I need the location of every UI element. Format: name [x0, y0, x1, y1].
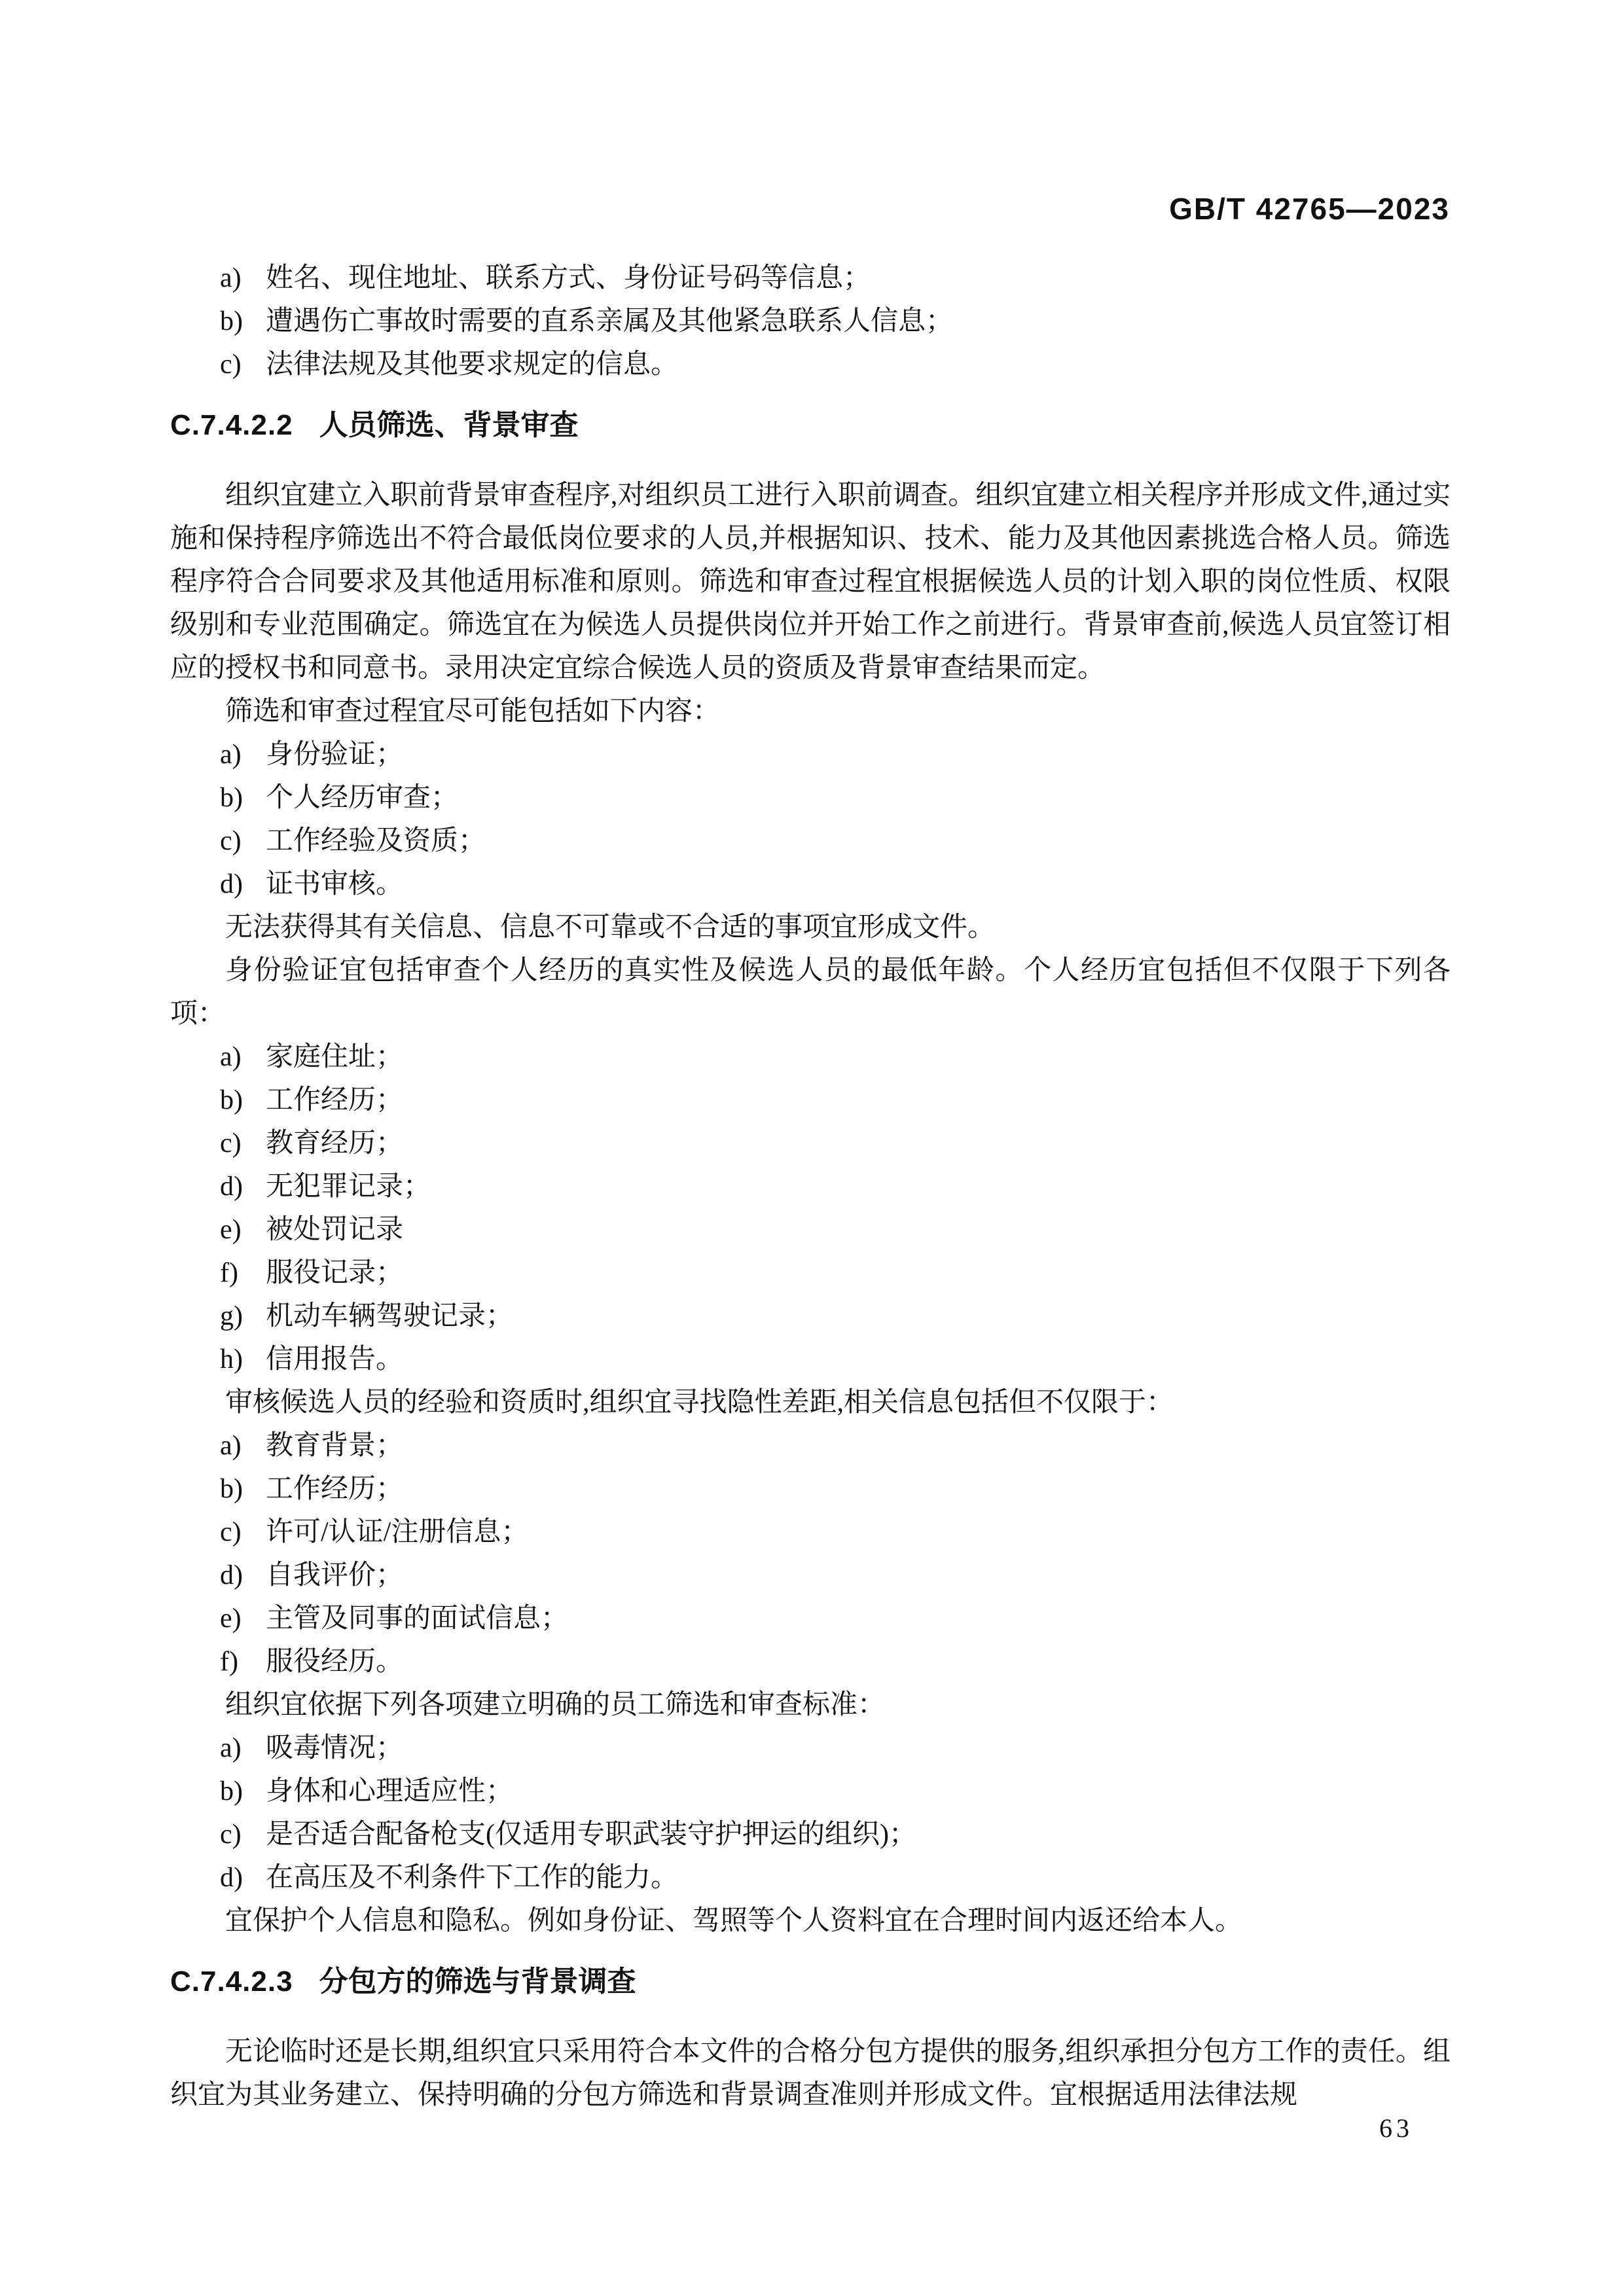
- list-item-text: 在高压及不利条件下工作的能力。: [266, 1863, 679, 1893]
- section-title: 分包方的筛选与背景调查: [319, 1965, 636, 1998]
- list-item-label: c): [220, 826, 242, 856]
- paragraph: 组织宜建立入职前背景审查程序,对组织员工进行入职前调查。组织宜建立相关程序并形成文件,通过实施和保持程序筛选出不符合最低岗位要求的人员,并根据知识、技术、能力及其他因素挑选合格人员。筛选程序符合合同要求及其他适用标准和原则。筛选和审查过程宜根据候选人员的计划入职的岗位性质、权限级别和专业范围确定。筛选宜在为候选人员提供岗位并开始工作之前进行。背景审查前,候选人员宜签订相应的授权书和同意书。录用决定宜综合候选人员的资质及背景审查结果而定。: [170, 480, 1451, 683]
- list-item-label: b): [220, 1474, 243, 1504]
- list-item-label: b): [220, 306, 243, 336]
- list-item-text: 姓名、现住地址、联系方式、身份证号码等信息；: [266, 263, 871, 293]
- paragraph: 身份验证宜包括审查个人经历的真实性及候选人员的最低年龄。个人经历宜包括但不仅限于下列各项：: [170, 956, 1451, 1029]
- section-title: 人员筛选、背景审查: [319, 409, 579, 441]
- standard-code: GB/T 42765—2023: [1169, 192, 1450, 226]
- list-item-text: 是否适合配备枪支(仅适用专职武装守护押运的组织)；: [266, 1820, 916, 1850]
- list-item: [170, 300, 1451, 343]
- list-item: [170, 1597, 1451, 1640]
- list-item: [170, 1208, 1451, 1251]
- paragraph: 宜保护个人信息和隐私。例如身份证、驾照等个人资料宜在合理时间内返还给本人。: [225, 1906, 1243, 1936]
- list-item-text: 工作经验及资质；: [266, 826, 486, 856]
- list-item-text: 家庭住址；: [266, 1042, 404, 1072]
- list-item-text: 机动车辆驾驶记录；: [266, 1301, 514, 1331]
- list-item-text: 被处罚记录: [266, 1215, 404, 1245]
- list-item: [170, 1338, 1451, 1381]
- list-item-text: 证书审核。: [266, 869, 404, 899]
- list-item-label: a): [220, 1431, 242, 1461]
- list-item-text: 法律法规及其他要求规定的信息。: [266, 350, 679, 380]
- list-item-label: c): [220, 350, 242, 380]
- list-item-label: g): [220, 1301, 243, 1331]
- list-item-text: 遭遇伤亡事故时需要的直系亲属及其他紧急联系人信息；: [266, 306, 954, 336]
- list-item-text: 教育经历；: [266, 1128, 404, 1158]
- list-item: [170, 1856, 1451, 1899]
- list-item-text: 信用报告。: [266, 1344, 404, 1374]
- list-item-label: c): [220, 1128, 242, 1158]
- list-item: [170, 343, 1451, 386]
- list-item: [170, 1122, 1451, 1165]
- list-item-text: 身份验证；: [266, 740, 404, 770]
- list-item-text: 无犯罪记录；: [266, 1172, 431, 1202]
- list-item: [170, 1251, 1451, 1295]
- list-item-label: d): [220, 869, 243, 899]
- list-item: [170, 733, 1451, 776]
- list-item: [170, 1165, 1451, 1208]
- list-item-label: f): [220, 1258, 238, 1288]
- list-item-label: e): [220, 1604, 242, 1634]
- list-item-text: 许可/认证/注册信息；: [266, 1517, 529, 1547]
- list-item-text: 自我评价；: [266, 1560, 404, 1590]
- list-item: [170, 1770, 1451, 1813]
- list-item-text: 身体和心理适应性；: [266, 1776, 514, 1806]
- list-item-label: f): [220, 1647, 238, 1677]
- section-number: C.7.4.2.3: [170, 1965, 293, 1998]
- list-item-text: 服役经历。: [266, 1647, 404, 1677]
- paragraph: 无论临时还是长期,组织宜只采用符合本文件的合格分包方提供的服务,组织承担分包方工作的责任。组织宜为其业务建立、保持明确的分包方筛选和背景调查准则并形成文件。宜根据适用法律法规: [170, 2037, 1451, 2110]
- list-item: [170, 776, 1451, 819]
- list-item: [170, 1467, 1451, 1511]
- document-content: [170, 257, 1451, 2117]
- list-item-label: b): [220, 783, 243, 813]
- list-item: [170, 1079, 1451, 1122]
- list-item-label: a): [220, 1042, 242, 1072]
- list-item-label: e): [220, 1215, 242, 1245]
- list-item-label: c): [220, 1517, 242, 1547]
- list-item: [170, 257, 1451, 300]
- list-item-label: a): [220, 740, 242, 770]
- page-number: 63: [1379, 2113, 1413, 2143]
- section-heading: [170, 408, 1451, 442]
- list-item-label: b): [220, 1085, 243, 1115]
- paragraph: 审核候选人员的经验和资质时,组织宜寻找隐性差距,相关信息包括但不仅限于：: [225, 1388, 1174, 1418]
- list-item-label: d): [220, 1172, 243, 1202]
- section-number: C.7.4.2.2: [170, 409, 293, 441]
- list-item: [170, 1295, 1451, 1338]
- list-item-label: a): [220, 263, 242, 293]
- list-item-text: 工作经历；: [266, 1474, 404, 1504]
- list-item-text: 个人经历审查；: [266, 783, 459, 813]
- list-item-label: d): [220, 1560, 243, 1590]
- list-item-text: 教育背景；: [266, 1431, 404, 1461]
- paragraph: 组织宜依据下列各项建立明确的员工筛选和审查标准：: [225, 1690, 886, 1720]
- list-item: [170, 1727, 1451, 1770]
- paragraph: 无法获得其有关信息、信息不可靠或不合适的事项宜形成文件。: [225, 912, 996, 942]
- list-item-text: 工作经历；: [266, 1085, 404, 1115]
- list-item-text: 服役记录；: [266, 1258, 404, 1288]
- list-item: [170, 1640, 1451, 1683]
- list-item-label: a): [220, 1733, 242, 1763]
- list-item: [170, 1424, 1451, 1467]
- list-item-label: b): [220, 1776, 243, 1806]
- paragraph: 筛选和审查过程宜尽可能包括如下内容：: [225, 696, 721, 726]
- list-item: [170, 819, 1451, 863]
- section-heading: [170, 1965, 1451, 1999]
- list-item: [170, 1554, 1451, 1597]
- list-item: [170, 863, 1451, 906]
- list-item-label: d): [220, 1863, 243, 1893]
- list-item: [170, 1511, 1451, 1554]
- list-item-text: 吸毒情况；: [266, 1733, 404, 1763]
- list-item-label: c): [220, 1820, 242, 1850]
- list-item-label: h): [220, 1344, 243, 1374]
- list-item: [170, 1035, 1451, 1079]
- list-item: [170, 1813, 1451, 1856]
- list-item-text: 主管及同事的面试信息；: [266, 1604, 569, 1634]
